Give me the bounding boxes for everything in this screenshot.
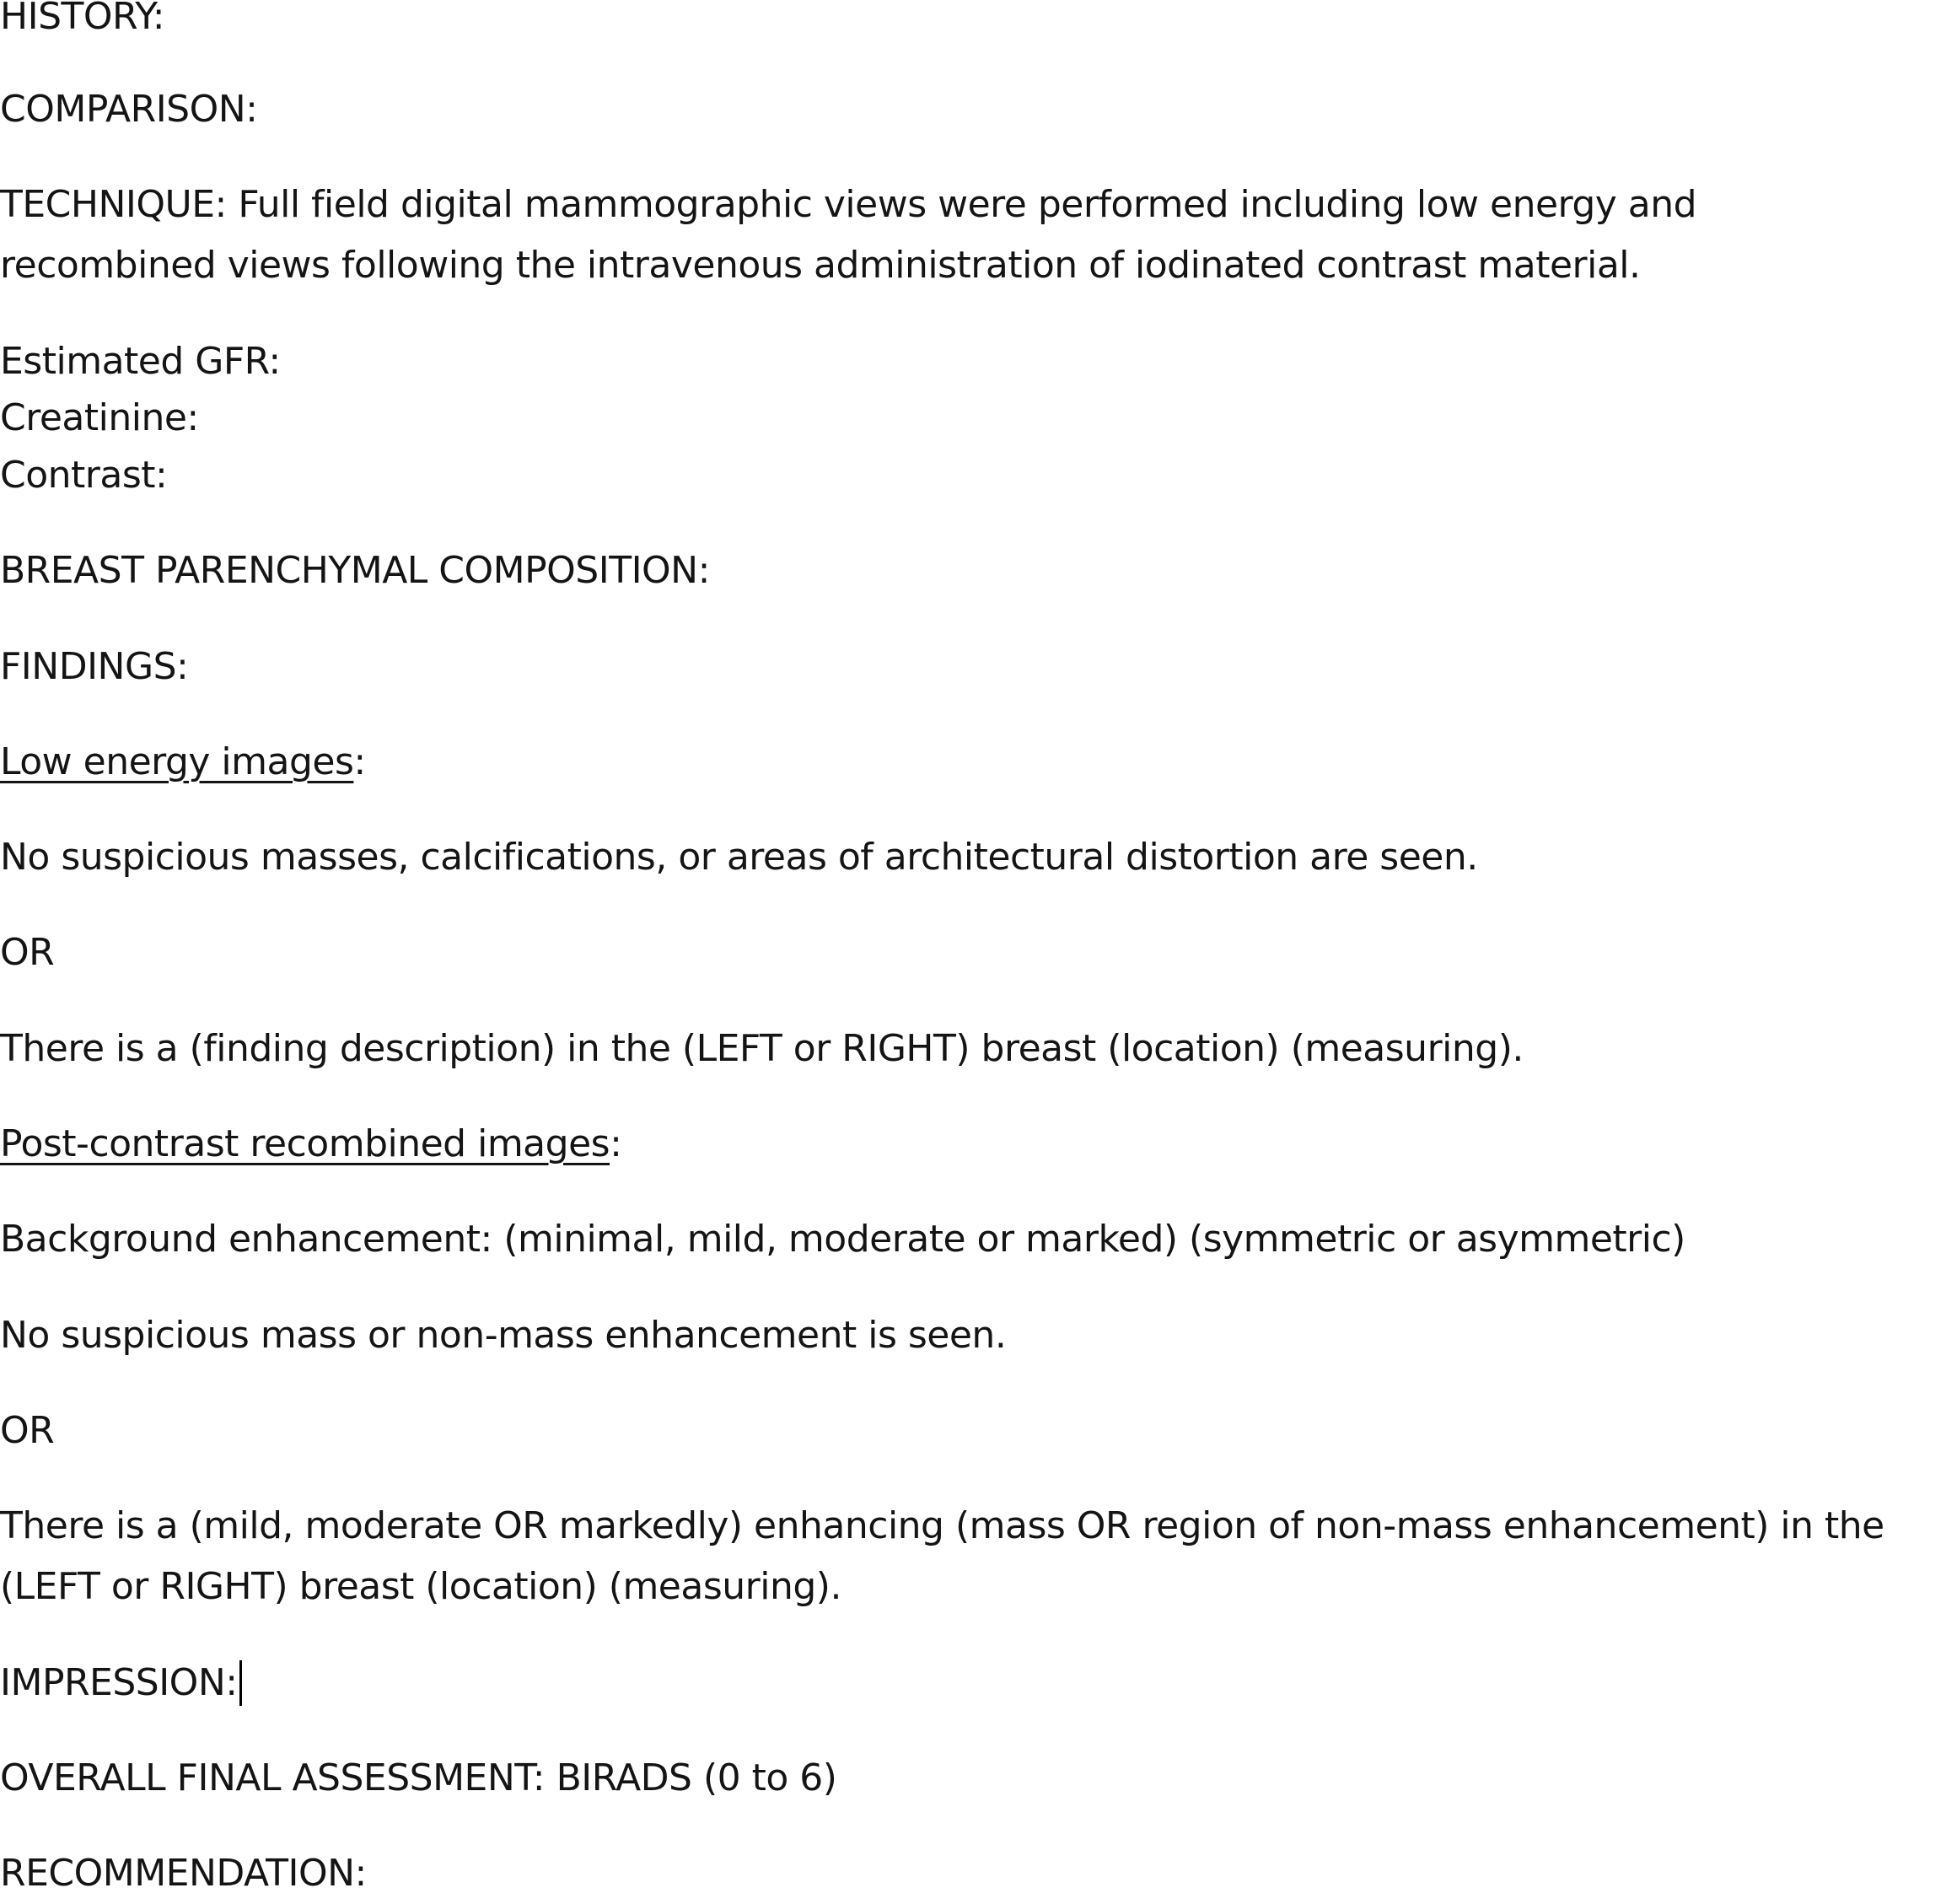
recommendation-label: RECOMMENDATION: <box>0 1852 367 1895</box>
post-contrast-positive-line-1: There is a (mild, moderate OR markedly) enhancing (mass OR region of non-mass enhancement) in the <box>0 1504 1884 1547</box>
heading-colon: : <box>610 1122 622 1165</box>
impression-label: IMPRESSION: <box>0 1661 238 1704</box>
assessment-line: OVERALL FINAL ASSESSMENT: BIRADS (0 to 6) <box>0 1756 837 1799</box>
low-energy-positive: There is a (finding description) in the (LEFT or RIGHT) breast (location) (measuring). <box>0 1027 1524 1070</box>
contrast-label: Contrast: <box>0 454 168 497</box>
low-energy-negative: No suspicious masses, calcifications, or areas of architectural distortion are seen. <box>0 836 1478 879</box>
impression-line[interactable] <box>0 1653 242 1713</box>
or-separator-2: OR <box>0 1409 55 1452</box>
post-contrast-positive-line-2: (LEFT or RIGHT) breast (location) (measuring). <box>0 1565 841 1608</box>
findings-label: FINDINGS: <box>0 645 189 688</box>
low-energy-heading-line <box>0 732 366 793</box>
post-contrast-heading-line <box>0 1114 621 1175</box>
gfr-label: Estimated GFR: <box>0 340 281 383</box>
background-enhancement: Background enhancement: (minimal, mild, moderate or marked) (symmetric or asymmetric) <box>0 1218 1685 1261</box>
history-label: HISTORY: <box>0 0 165 38</box>
creatinine-label: Creatinine: <box>0 396 199 439</box>
technique-line-2: recombined views following the intravenous administration of iodinated contrast material. <box>0 244 1641 287</box>
low-energy-heading: Low energy images <box>0 740 354 783</box>
technique-line-1: TECHNIQUE: Full field digital mammographic views were performed including low energy and <box>0 183 1697 226</box>
composition-label: BREAST PARENCHYMAL COMPOSITION: <box>0 549 710 592</box>
or-separator-1: OR <box>0 931 55 974</box>
post-contrast-heading: Post-contrast recombined images <box>0 1122 610 1165</box>
heading-colon: : <box>353 740 366 783</box>
text-cursor <box>239 1660 242 1706</box>
post-contrast-negative: No suspicious mass or non-mass enhancement is seen. <box>0 1314 1007 1357</box>
comparison-label: COMPARISON: <box>0 88 258 131</box>
